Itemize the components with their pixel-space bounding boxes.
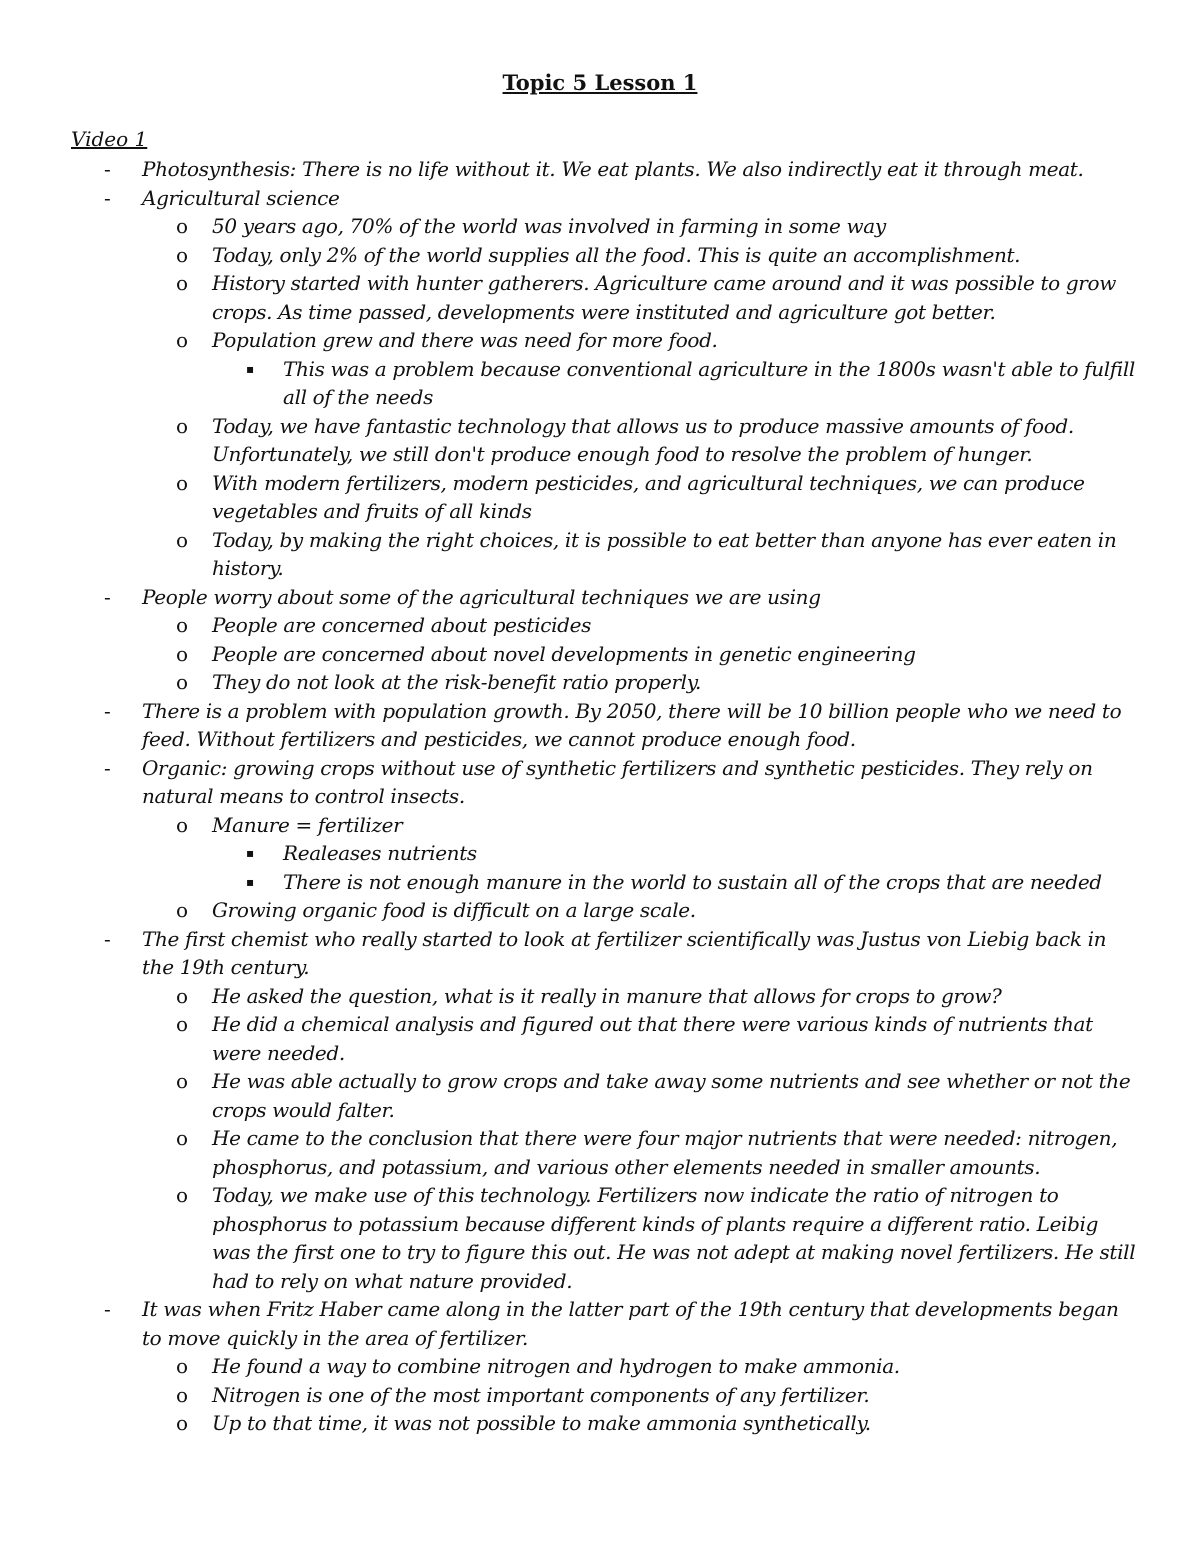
list-item xyxy=(0,982,1137,1011)
list-item-text: Today, only 2% of the world supplies all the food. This is quite an accomplishment. xyxy=(212,242,1021,267)
list-item xyxy=(0,326,1137,355)
list-item xyxy=(0,355,1138,412)
list-item xyxy=(0,1181,1137,1295)
circle-bullet: o xyxy=(176,1069,188,1093)
list-item xyxy=(0,868,1138,897)
list-item xyxy=(0,640,1137,669)
circle-bullet: o xyxy=(176,898,188,922)
list-item-text: He found a way to combine nitrogen and hydrogen to make ammonia. xyxy=(212,1354,900,1378)
list-item xyxy=(0,925,1137,982)
circle-bullet: o xyxy=(176,271,188,295)
circle-bullet: o xyxy=(176,470,188,495)
list-item xyxy=(0,1124,1137,1181)
circle-bullet: o xyxy=(176,641,188,666)
list-item xyxy=(0,269,1137,326)
circle-bullet: o xyxy=(176,670,188,694)
notes-outline xyxy=(0,155,1200,1438)
circle-bullet: o xyxy=(176,1382,188,1407)
circle-bullet: o xyxy=(176,214,188,238)
dash-bullet: - xyxy=(104,1297,111,1321)
list-item xyxy=(0,469,1137,526)
document-title: Topic 5 Lesson 1 xyxy=(502,70,698,95)
list-item xyxy=(0,412,1137,469)
square-bullet-icon: ▪ xyxy=(246,846,254,860)
list-item xyxy=(0,611,1137,640)
list-item-text: He did a chemical analysis and figured out that there were various kinds of nutrients that were needed. xyxy=(212,1012,1093,1065)
list-item-text: It was when Fritz Haber came along in the latter part of the 19th century that developments began to move quickly in the area of fertilizer. xyxy=(142,1297,1119,1350)
list-item xyxy=(0,697,1137,754)
list-item-text: Agricultural science xyxy=(142,185,340,210)
list-item xyxy=(0,896,1137,925)
list-item-text: 50 years ago, 70% of the world was involved in farming in some way xyxy=(212,214,886,238)
list-item xyxy=(0,668,1137,697)
list-item xyxy=(0,241,1137,270)
list-item-text: People are concerned about pesticides xyxy=(212,613,592,637)
circle-bullet: o xyxy=(176,983,188,1008)
list-item xyxy=(0,1381,1137,1410)
circle-bullet: o xyxy=(176,1354,188,1378)
list-item-text: Nitrogen is one of the most important components of any fertilizer. xyxy=(212,1382,870,1407)
list-item-text: Today, by making the right choices, it is possible to eat better than anyone has ever eaten in history. xyxy=(212,527,1117,580)
list-item-text: He came to the conclusion that there were four major nutrients that were needed: nitrogen, phosphorus, and potassium, and various other elements needed in smaller amounts. xyxy=(212,1126,1118,1179)
list-item-text: Photosynthesis: There is no life without it. We eat plants. We also indirectly eat it through meat. xyxy=(142,157,1084,181)
list-item xyxy=(0,155,1137,184)
circle-bullet: o xyxy=(176,1126,188,1150)
square-bullet-icon: ▪ xyxy=(246,874,254,889)
list-item-text: Manure = fertilizer xyxy=(212,812,403,837)
list-item xyxy=(0,839,1138,868)
list-item xyxy=(0,1295,1137,1352)
list-item-text: There is a problem with population growth. By 2050, there will be 10 billion people who we need to feed. Without fertilizers and pesticides, we cannot produce enough food. xyxy=(142,698,1122,751)
circle-bullet: o xyxy=(176,613,188,637)
section-heading: Video 1 xyxy=(71,127,148,151)
dash-bullet: - xyxy=(104,755,111,780)
list-item xyxy=(0,811,1137,840)
list-item xyxy=(0,212,1137,241)
circle-bullet: o xyxy=(176,328,188,352)
list-item-text: Organic: growing crops without use of synthetic fertilizers and synthetic pesticides. They rely on natural means to control insects. xyxy=(142,755,1093,808)
list-item xyxy=(0,1409,1137,1438)
list-item-text: Today, we have fantastic technology that allows us to produce massive amounts of food. Unfortunately, we still don't produce enough food to resolve the problem of hunger. xyxy=(212,413,1074,466)
list-item xyxy=(0,184,1137,213)
list-item-text: Realeases nutrients xyxy=(283,841,477,865)
list-item xyxy=(0,1352,1137,1381)
list-item-text: Up to that time, it was not possible to make ammonia synthetically. xyxy=(212,1411,871,1435)
square-bullet-icon: ▪ xyxy=(246,361,254,376)
list-item-text: People are concerned about novel developments in genetic engineering xyxy=(212,641,916,666)
list-item-text: With modern fertilizers, modern pesticides, and agricultural techniques, we can produce vegetables and fruits of all kinds xyxy=(212,470,1085,523)
list-item-text: History started with hunter gatherers. Agriculture came around and it was possible to grow crops. As time passed, developments were instituted and agriculture got better. xyxy=(212,271,1116,324)
circle-bullet: o xyxy=(176,812,188,837)
dash-bullet: - xyxy=(104,185,111,210)
list-item-text: This was a problem because conventional agriculture in the 1800s wasn't able to fulfill all of the needs xyxy=(283,356,1135,409)
dash-bullet: - xyxy=(104,698,111,723)
list-item-text: There is not enough manure in the world to sustain all of the crops that are needed xyxy=(283,869,1102,894)
list-item-text: He asked the question, what is it really in manure that allows for crops to grow? xyxy=(212,983,1002,1008)
list-item-text: The first chemist who really started to look at fertilizer scientifically was Justus von Liebig back in the 19th century. xyxy=(142,926,1107,979)
list-item-text: Growing organic food is difficult on a large scale. xyxy=(212,898,696,922)
circle-bullet: o xyxy=(176,1012,188,1036)
list-item-text: People worry about some of the agricultural techniques we are using xyxy=(142,584,821,609)
circle-bullet: o xyxy=(176,527,188,552)
circle-bullet: o xyxy=(176,242,188,267)
circle-bullet: o xyxy=(176,413,188,438)
list-item-text: Today, we make use of this technology. Fertilizers now indicate the ratio of nitrogen to phosphorus to potassium because different kinds of plants require a different ratio. Leibig was the first one to try to figure this out. He was not adept at making novel fertilizers. He still had to rely on what nature provided. xyxy=(212,1183,1136,1293)
list-item xyxy=(0,754,1137,811)
dash-bullet: - xyxy=(104,157,111,181)
circle-bullet: o xyxy=(176,1411,188,1435)
list-item xyxy=(0,1010,1137,1067)
list-item-text: Population grew and there was need for more food. xyxy=(212,328,718,352)
dash-bullet: - xyxy=(104,926,111,951)
dash-bullet: - xyxy=(104,584,111,609)
list-item-text: He was able actually to grow crops and take away some nutrients and see whether or not the crops would falter. xyxy=(212,1069,1131,1122)
list-item xyxy=(0,1067,1137,1124)
list-item xyxy=(0,526,1137,583)
circle-bullet: o xyxy=(176,1183,188,1207)
list-item xyxy=(0,583,1137,612)
list-item-text: They do not look at the risk-benefit ratio properly. xyxy=(212,670,702,694)
